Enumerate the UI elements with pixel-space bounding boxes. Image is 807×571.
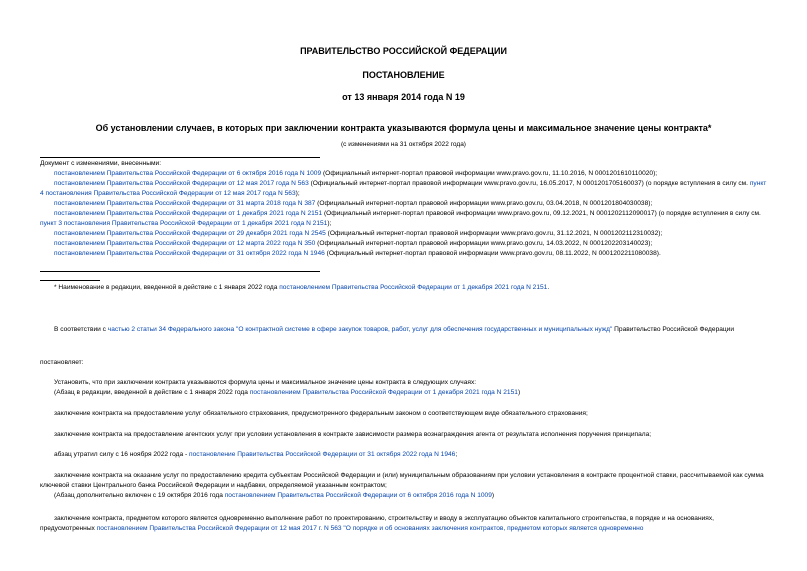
change-item xyxy=(40,169,770,179)
change-item: постановлением Правительства Российской Федерации от 1 декабря 2021 года N 2151 (Официальный интернет-портал правовой информации www.pravo.gov.ru, 09.12.2021, N 0001202112090017) (о порядке вступления в силу см. пункт 3 постановления Правительства Российской Федерации от 1 декабря 2021 года N 2151); xyxy=(40,210,761,227)
amendment-link-563[interactable]: постановлением Правительства Российской Федерации от 12 мая 2017 г. N 563 xyxy=(96,525,342,532)
change-item xyxy=(40,239,770,249)
change-item-link[interactable]: постановлением Правительства Российской Федерации от 1 декабря 2021 года N 2151 xyxy=(54,210,323,217)
government-heading: ПРАВИТЕЛЬСТВО РОССИЙСКОЙ ФЕДЕРАЦИИ xyxy=(300,46,507,56)
change-item-link[interactable]: постановлением Правительства Российской Федерации от 6 октября 2016 года N 1009 xyxy=(54,170,322,177)
document-date: от 13 января 2014 года N 19 xyxy=(342,92,465,102)
change-item-link[interactable]: постановлением Правительства Российской Федерации от 31 октября 2022 года N 1946 xyxy=(54,250,325,257)
changes-intro: Документ с изменениями, внесенными: xyxy=(40,160,162,167)
case-repealed: абзац утратил силу с 16 ноября 2022 года - постановление Правительства Российской Федерации от 31 октября 2022 года N 1946; xyxy=(54,451,458,458)
change-item-link[interactable]: постановлением Правительства Российской Федерации от 31 марта 2018 года N 387 xyxy=(54,200,316,207)
decrees: постановляет: xyxy=(40,359,84,366)
changes-block xyxy=(40,159,770,259)
change-item-link[interactable]: постановлением Правительства Российской Федерации от 29 декабря 2021 года N 2545 xyxy=(54,230,326,237)
preamble: В соответствии с частью 2 статьи 34 Федерального закона "О контрактной системе в сфере закупок товаров, работ, услуг для обеспечения государственных и муниципальных нужд" Правительство Российской Федерации xyxy=(54,326,735,333)
change-item-effective-link[interactable]: пункт 3 постановления Правительства Российской Федерации от 1 декабря 2021 года N 2151 xyxy=(40,220,328,227)
change-item-text: (Официальный интернет-портал правовой информации www.pravo.gov.ru, 11.10.2016, N 0001201610110020); xyxy=(321,170,658,177)
changes-list xyxy=(40,169,770,259)
change-item-text: (Официальный интернет-портал правовой информации www.pravo.gov.ru, 08.11.2022, N 0001202211080038). xyxy=(324,250,661,257)
footnote-rule xyxy=(40,280,100,281)
change-item-effective-link[interactable]: пункт 4 постановления Правительства Российской Федерации от 12 мая 2017 года N 563 xyxy=(40,180,767,197)
law-name-link[interactable]: "О контрактной системе в сфере закупок товаров, работ, услуг для обеспечения государственных и муниципальных нужд" xyxy=(234,326,613,333)
change-item xyxy=(40,229,770,239)
case-insurance: заключение контракта на предоставление услуг обязательного страхования, предусмотренного федеральным законом о соответствующем виде обязательного страхования; xyxy=(54,410,588,417)
document-title: Об установлении случаев, в которых при заключении контракта указываются формула цены и максимальное значение цены контракта* xyxy=(95,123,712,133)
case-credit: заключение контракта на оказание услуг по предоставлению кредита субъектам Российской Федерации и (или) муниципальным образованиям при условии установления в контракте процентной ставки, рассчитываемой как сумма ключевой ставки Центрального банка Российской Федерации и надбавки, определяемой указанным контрактом; (Абзац дополнительно включен с 19 октября 2016 года постановлением Правительства Российской Федерации от 6 октября 2016 года N 1009) xyxy=(40,472,764,499)
changes-top-rule xyxy=(40,157,320,158)
amendment-link-1946[interactable]: постановление Правительства Российской Федерации от 31 октября 2022 года N 1946 xyxy=(189,451,456,458)
amendment-link-2151[interactable]: постановлением Правительства Российской Федерации от 1 декабря 2021 года N 2151 xyxy=(249,389,518,396)
change-item-link[interactable]: постановлением Правительства Российской Федерации от 12 марта 2022 года N 350 xyxy=(54,240,316,247)
revision-note: (с изменениями на 31 октября 2022 года) xyxy=(341,141,466,148)
change-item-text: (Официальный интернет-портал правовой информации www.pravo.gov.ru, 31.12.2021, N 0001202112310032); xyxy=(325,230,663,237)
change-item-text: (Официальный интернет-портал правовой информации www.pravo.gov.ru, 16.05.2017, N 0001201705160037) (о порядке вступления в силу см. xyxy=(308,180,750,187)
law-article-link[interactable]: частью 2 статьи 34 Федерального закона xyxy=(107,326,235,333)
change-item-link[interactable]: постановлением Правительства Российской Федерации от 12 мая 2017 года N 563 xyxy=(54,180,309,187)
change-item-text: (Официальный интернет-портал правовой информации www.pravo.gov.ru, 03.04.2018, N 0001201804030038); xyxy=(315,200,653,207)
change-item-text: (Официальный интернет-портал правовой информации www.pravo.gov.ru, 09.12.2021, N 0001202112090017) (о порядке вступления в силу см. xyxy=(322,210,761,217)
footnote: * Наименование в редакции, введенной в действие с 1 января 2022 года постановлением Правительства Российской Федерации от 1 декабря 2021 года N 2151. xyxy=(54,284,550,291)
case-construction: заключение контракта, предметом которого является одновременно выполнение работ по проектированию, строительству и вводу в эксплуатацию объектов капитального строительства, в порядке и на основаниях, предусмотренных постановлением Правительства Российской Федерации от 12 мая 2017 г. N 563 "О порядке и об основаниях заключения контрактов, предметом которых является одновременно xyxy=(40,515,714,532)
change-item: постановлением Правительства Российской Федерации от 12 мая 2017 года N 563 (Официальный интернет-портал правовой информации www.pravo.gov.ru, 16.05.2017, N 0001201705160037) (о порядке вступления в силу см. пункт 4 постановления Правительства Российской Федерации от 12 мая 2017 года N 563); xyxy=(40,180,767,197)
footnote-link[interactable]: постановлением Правительства Российской Федерации от 1 декабря 2021 года N 2151 xyxy=(279,284,548,291)
change-item xyxy=(40,199,770,209)
changes-bottom-rule xyxy=(40,271,320,272)
document-type: ПОСТАНОВЛЕНИЕ xyxy=(362,70,445,80)
footnote-text: * Наименование в редакции, введенной в действие с 1 января 2022 года xyxy=(54,284,280,291)
amendment-link-1009[interactable]: постановлением Правительства Российской Федерации от 6 октября 2016 года N 1009 xyxy=(224,492,492,499)
case-agency: заключение контракта на предоставление агентских услуг при условии установления в контракте зависимости размера вознаграждения агента от результата исполнения поручения принципала; xyxy=(54,431,652,438)
change-item xyxy=(40,249,770,259)
change-item-text: (Официальный интернет-портал правовой информации www.pravo.gov.ru, 14.03.2022, N 0001202203140023); xyxy=(315,240,653,247)
paragraph-main: Установить, что при заключении контракта указываются формула цены и максимальное значение цены контракта в следующих случаях: (Абзац в редакции, введенной в действие с 1 января 2022 года постановлением Правительства Российской Федерации от 1 декабря 2021 года N 2151) xyxy=(54,379,521,396)
